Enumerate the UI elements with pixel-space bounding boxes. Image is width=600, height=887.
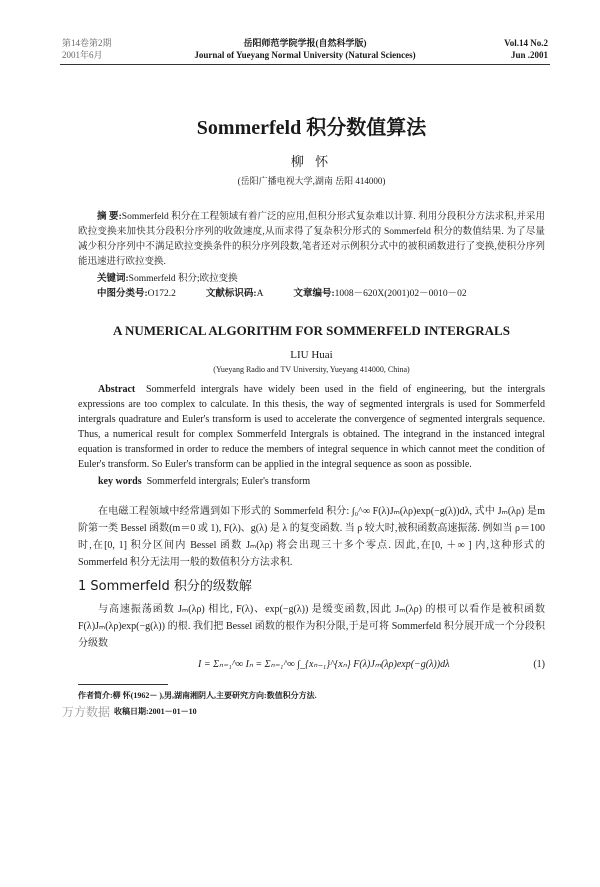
en-abstract — [78, 382, 545, 472]
header-journal — [140, 37, 470, 61]
en-keywords-label: key words — [98, 476, 142, 487]
volume-en: Vol.14 No.2 — [504, 38, 548, 48]
en-abstract-text: Sommerfeld intergrals have widely been used in the field of engineering, but the intergrals expressions are too complex to calculate. In this thesis, the way of segmented intergrals is used for Sommerfeld intergrals quadrature and Euler's transform is used to accelerate the convergence of segmented intergrals sequence. Thus, a numerical result for complex Sommerfeld Intergrals is obtained. The integrand in the instanced integral equation is transformed in order to reduce the members of integral sequence in which cannot meet the condition of Euler's transform. So Euler's transform can be applied in the integral sequence as soon as possible. — [78, 384, 546, 470]
article-id: 1008－620X(2001)02－0010－02 — [334, 289, 467, 299]
watermark: 万方数据 — [62, 705, 111, 719]
keywords-text: Sommerfeld 积分;欧拉变换 — [128, 274, 238, 284]
author: 柳 怀 — [290, 154, 333, 169]
section-heading: 1 Sommerfeld 积分的级数解 — [78, 579, 252, 594]
en-abstract-label: Abstract — [98, 384, 136, 395]
doc-label: 文献标识码: — [205, 289, 257, 299]
volume-issue: 第14卷第2期 — [62, 38, 112, 48]
page-header — [60, 37, 550, 64]
en-affiliation: (Yueyang Radio and TV University, Yueyang 414000, China) — [213, 365, 410, 374]
journal-name-en: Journal of Yueyang Normal University (Natural Sciences) — [194, 50, 416, 60]
footnote-row — [62, 703, 545, 720]
date-en: Jun .2001 — [510, 50, 548, 60]
clc-label: 中图分类号: — [97, 289, 148, 299]
intro-paragraph: 在电磁工程领域中经常遇到如下形式的 Sommerfeld 积分: ∫₀^∞ F(λ)Jₘ(λρ)exp(−g(λ))dλ, 式中 Jₘ(λρ) 是m 阶第一类 Bessel 函数(m＝0 或 1), F(λ)、g(λ) 是 λ 的复变函数. 当 ρ 较大时,被积函数高速振荡. 例如当 ρ＝100 时,在[0, 1] 积分区间内 Bessel 函数 Jₘ(λρ) 将会出现三十多个零点. 因此,在[0, ＋∞ ] 内,这种形式的 Sommerfeld 积分无法用一般的数值积分方法求积. — [78, 506, 545, 568]
header-rule — [60, 64, 550, 65]
paper-title: Sommerfeld 积分数值算法 — [196, 117, 427, 139]
keywords-label: 关键词: — [97, 274, 129, 284]
en-keywords-text: Sommerfeld intergrals; Euler's transform — [146, 476, 311, 487]
issue-date: 2001年6月 — [62, 50, 103, 60]
section-paragraph: 与高速振荡函数 Jₘ(λρ) 相比, F(λ)、exp(−g(λ)) 是缓变函数,因此 Jₘ(λρ) 的根可以看作是被积函数 F(λ)Jₘ(λρ)exp(−g(λ)) 的根. 我们把 Bessel 函数的根作为积分限,于是可将 Sommerfeld 积分展开成一个分段积分级数 — [78, 604, 545, 649]
id-label: 文章编号: — [293, 289, 335, 299]
classification — [78, 287, 545, 302]
footnote-rule — [78, 684, 168, 685]
footnote-author: 作者简介:柳 怀(1962－ ),男,湖南湘阴人,主要研究方向:数值积分方法. — [78, 691, 317, 700]
en-author: LIU Huai — [290, 349, 333, 361]
cn-keywords — [78, 272, 545, 287]
header-volume — [504, 37, 548, 61]
en-keywords — [78, 474, 545, 489]
clc: O172.2 — [147, 289, 176, 299]
equation-number: (1) — [533, 659, 545, 670]
affiliation: (岳阳广播电视大学,湖南 岳阳 414000) — [237, 176, 386, 186]
doc-code: A — [256, 289, 264, 299]
footnote-received: 收稿日期:2001－01－10 — [114, 706, 197, 716]
equation-1: I = Σₙ₌₁^∞ Iₙ = Σₙ₌₁^∞ ∫_{xₙ₋₁}^{xₙ} F(λ)Jₘ(λρ)exp(−g(λ))dλ — [198, 659, 450, 670]
en-title: A NUMERICAL ALGORITHM FOR SOMMERFELD INTERGRALS — [113, 323, 510, 338]
abstract-label: 摘 要: — [97, 212, 122, 222]
header-issue — [62, 37, 112, 61]
journal-name-cn: 岳阳师范学院学报(自然科学版) — [243, 38, 367, 48]
equation-row — [78, 656, 545, 674]
cn-abstract — [78, 210, 545, 270]
page-body — [0, 115, 600, 720]
abstract-text: Sommerfeld 积分在工程领域有着广泛的应用,但积分形式复杂难以计算. 利用分段积分方法求积,并采用欧拉变换来加快其分段积分序列的收敛速度,从而求得了复杂积分形式的 Sommerfeld 积分的数值结果. 为了尽量减少积分序列中不满足欧拉变换条件的积分序列段数,笔者还对示例积分式中的被积函数进行了变换,使积分序列能迅速进行欧拉变换. — [78, 212, 545, 267]
